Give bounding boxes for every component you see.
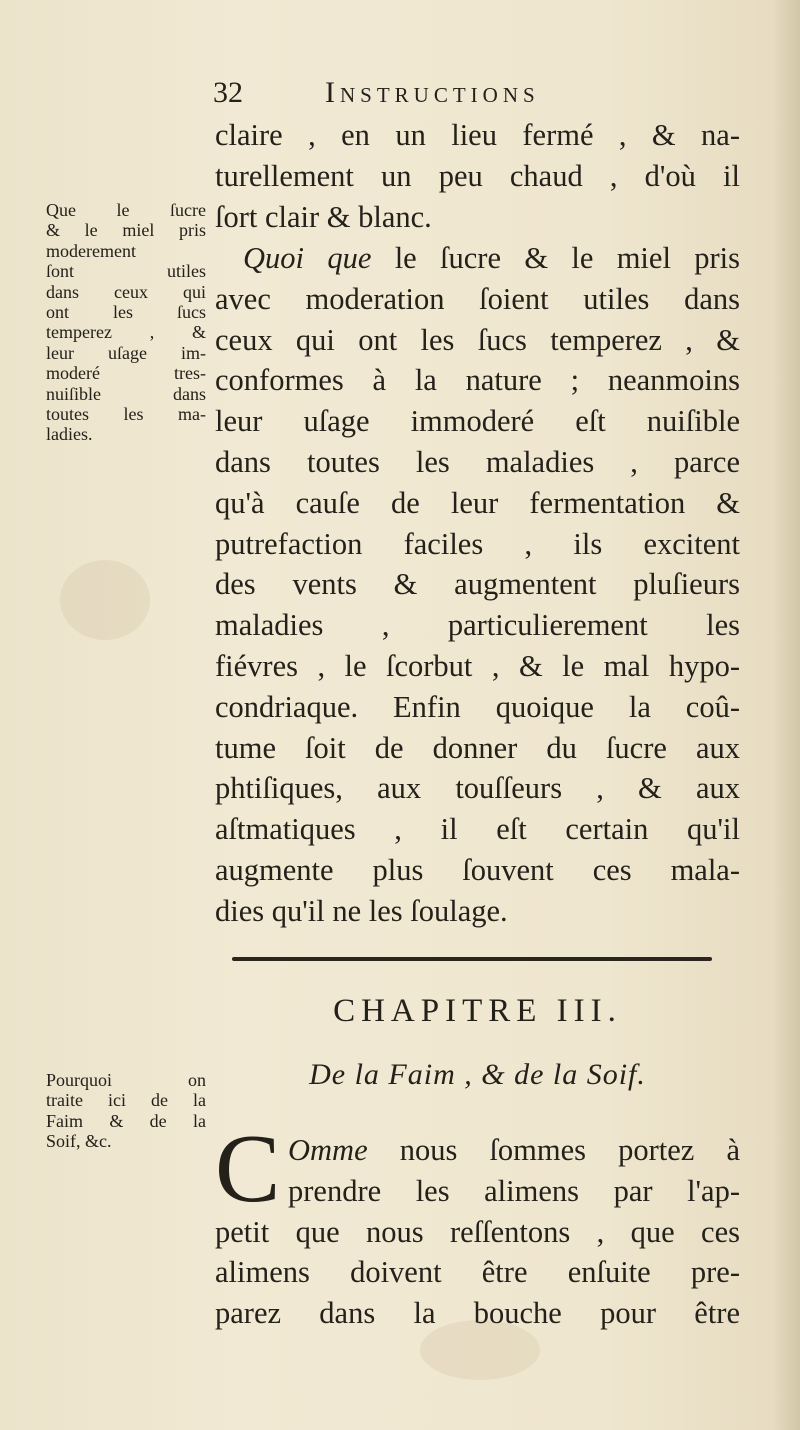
text-line: condriaque. Enfin quoique la coû- xyxy=(215,689,740,724)
text-line: aſtmatiques , il eſt certain qu'il xyxy=(215,812,740,847)
margin-note-line: & le miel pris xyxy=(46,220,206,241)
first-line-rest: nous ſommes portez à xyxy=(367,1133,740,1167)
text-line: petit que nous reſſentons , que ces xyxy=(215,1214,740,1249)
text-line: dies qu'il ne les ſoulage. xyxy=(215,893,508,928)
page-header xyxy=(213,74,733,114)
margin-note-sugar xyxy=(46,200,206,445)
lead-words: Omme xyxy=(288,1133,368,1167)
text-line: leur uſage immoderé eſt nuiſible xyxy=(215,404,740,439)
text-line: avec moderation ſoient utiles dans xyxy=(215,281,740,316)
margin-note-line: Soif, &c. xyxy=(46,1131,112,1152)
margin-note-line: traite ici de la xyxy=(46,1090,206,1111)
drop-cap: C xyxy=(215,1115,281,1223)
text-line: qu'à cauſe de leur fermentation & xyxy=(215,485,740,520)
margin-note-line: Pourquoi on xyxy=(46,1070,206,1090)
text-line: putrefaction faciles , ils excitent xyxy=(215,526,740,561)
text-line xyxy=(215,1130,740,1171)
page-edge-shadow xyxy=(772,0,800,1430)
margin-note-line: moderé tres- xyxy=(46,363,206,384)
text-line: ceux qui ont les ſucs temperez , & xyxy=(215,322,740,357)
text-line: prendre les alimens par l'ap- xyxy=(288,1173,740,1208)
text-line: fiévres , le ſcorbut , & le mal hypo- xyxy=(215,648,740,683)
margin-note-line: nuiſible dans xyxy=(46,383,206,404)
text-line: turellement un peu chaud , d'où il xyxy=(215,158,740,193)
margin-note-line: ladies. xyxy=(46,424,93,445)
paragraph-sugar-honey xyxy=(215,238,740,932)
chapter-title: CHAPITRE III. xyxy=(333,993,622,1029)
paragraph-hunger xyxy=(215,1115,740,1334)
text-line: conformes à la nature ; neanmoins xyxy=(215,363,740,398)
lead-words: Quoi que xyxy=(243,241,372,275)
paragraph-continuation xyxy=(215,115,740,237)
text-line xyxy=(215,238,740,279)
margin-note-line: temperez , & xyxy=(46,322,206,343)
margin-note-line: toutes les ma- xyxy=(46,404,206,425)
text-line: alimens doivent être enſuite pre- xyxy=(215,1255,740,1290)
text-line: dans toutes les maladies , parce xyxy=(215,444,740,479)
margin-note-line: ont les ſucs xyxy=(46,302,206,323)
text-line: claire , en un lieu fermé , & na- xyxy=(215,118,740,152)
chapter-subtitle: De la Faim , & de la Soif. xyxy=(309,1058,646,1091)
margin-note-line: Faim & de la xyxy=(46,1110,206,1131)
section-divider xyxy=(232,957,712,961)
running-title: Instructions xyxy=(325,76,540,109)
text-line: parez dans la bouche pour être xyxy=(215,1296,740,1331)
text-line: des vents & augmentent pluſieurs xyxy=(215,567,740,602)
margin-note-line: Que le ſucre xyxy=(46,200,206,220)
margin-note-line: dans ceux qui xyxy=(46,281,206,302)
text-line: maladies , particulierement les xyxy=(215,608,740,643)
text-line: phtiſiques, aux touſſeurs , & aux xyxy=(215,771,740,806)
margin-note-line: leur uſage im- xyxy=(46,342,206,363)
text-line: tume ſoit de donner du ſucre aux xyxy=(215,730,740,765)
text-line: ſort clair & blanc. xyxy=(215,199,432,234)
page-number: 32 xyxy=(213,76,243,109)
margin-note-line: moderement xyxy=(46,240,136,261)
margin-note-hunger xyxy=(46,1070,206,1152)
text-line: augmente plus ſouvent ces mala- xyxy=(215,852,740,887)
margin-note-line: ſont utiles xyxy=(46,261,206,282)
first-line-rest: le ſucre & le miel pris xyxy=(371,241,740,275)
